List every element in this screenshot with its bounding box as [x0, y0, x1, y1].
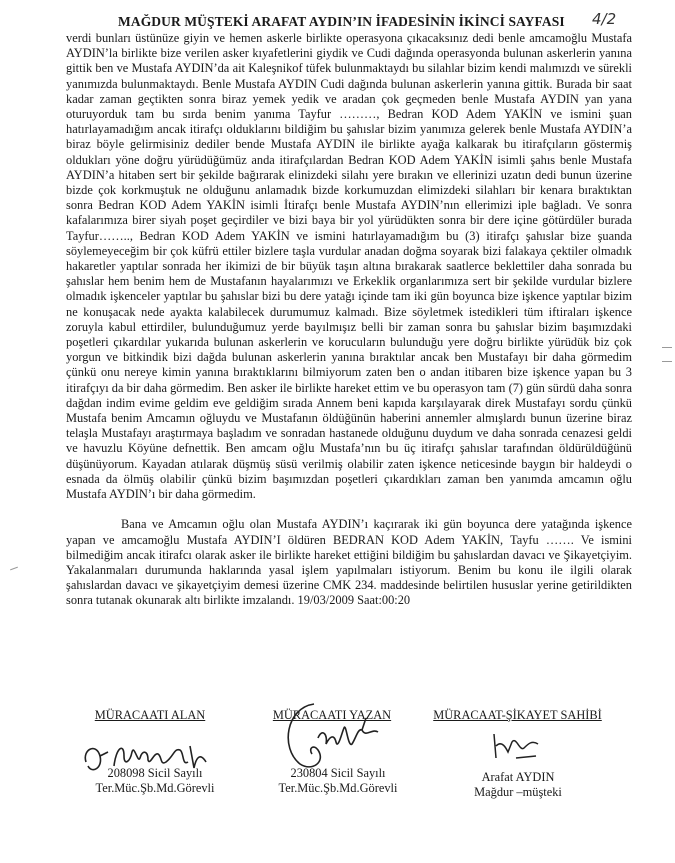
margin-mark [662, 347, 672, 348]
document-title: MAĞDUR MÜŞTEKİ ARAFAT AYDIN’IN İFADESİNİN İKİNCİ SAYFASI [118, 14, 565, 29]
signature-role: Ter.Müc.Şb.Md.Görevli [95, 781, 215, 795]
signature-role: Ter.Müc.Şb.Md.Görevli [278, 781, 398, 795]
signature-block-receiver [75, 708, 225, 723]
signature-title: MÜRACAATI YAZAN [272, 708, 392, 722]
statement-paragraph-2: Bana ve Amcamın oğlu olan Mustafa AYDIN’ı kaçırarak iki gün boyunca dere yatağında işkence yapan ve amcamoğlu Mustafa AYDIN’I öldüren BEDRAN KOD Adem YAKİN, Tayfu ……. Ve ismini bilmediğim ancak itirafcı olarak asker ile birlikte hareket ettiğini bildiğim bu şahıslardan davacı ve Şikayetçiyim. Yakalanmaları durumunda haklarında yasal işlem yapılmaları istiyorum. Benim bu konu ile ilgili olarak şahıslardan davacı ve şikayetçiyim demesi üzerine CMK 234. maddesinde belirtilen hususlar yerine getirildikten sonra tutanak okunarak altı birlikte imzalandı. 19/03/2009 Saat:00:20 [66, 517, 632, 608]
handwritten-signature-3 [488, 728, 548, 764]
signature-caption-receiver [80, 766, 230, 796]
signature-block-complainant [430, 708, 605, 723]
page-number-handwritten: 4/2 [592, 10, 617, 28]
signature-registry-number: 208098 Sicil Sayılı [107, 766, 203, 780]
margin-mark [10, 567, 18, 571]
statement-body [66, 31, 632, 609]
margin-mark [662, 361, 672, 362]
signature-caption-complainant [448, 770, 588, 800]
statement-paragraph-1: verdi bunları üstünüze giyin ve hemen askerle birlikte operasyona çıkacaksınız dedi benle amcamoğlu Mustafa AYDIN’la birlikte bize verilen asker kıyafetlerini giydik ve Cudi dağında operasyonda bulunan askerlerin yanına gittik ben ve Mustafa AYDIN’da ait Kaleşnikof tüfek bulunmaktaydı bu silahlar bizim kendi malımızdı ve sürekli yanımızda bulunmaktaydı. Benle Mustafa AYDIN Cudi dağında bulunan askerlerin yanına gittik. Burada bir saat kadar zaman geçtikten sonra biraz yemek yedik ve aradan çok geçmeden benle Mustafa AYDIN yan yana oturuyorduk tam bu sırda benim yanıma Tayfur ………, Bedran KOD Adem YAKİN ve ismini şuan hatırlayamadığım ancak itirafçı olduklarını bildiğim bu şahıslar bizim yanımıza gelerek benle Mustafa AYDIN’a biraz böyle gelirmisiniz dediler bende Mustafa AYDIN ile birlikte ayağa kalkarak bu itirafçıların göstermiş oldukları yöne doğru yürüdüğümüz anda itirafçılardan Bedran KOD Adem YAKİN isimli şahıs benle Mustafa AYDIN’a hitaben sert bir şekilde bağırarak elinizdeki silahı yere bırakın ve ellerinizi uzatın dedi bunun üzerine bizde çok korkmuştuk ne olduğunu anlamadık bizde korkumuzdan elimizdeki silahları bir kenara bıraktıktan sonra Bedran KOD Adem YAKİN isimli İtirafçı benle Mustafa AYDIN’nın ellerimizi iple bağladı. Ve sonra kafalarımıza birer siyah poşet geçirdiler ve bizi baya bir yol yürüdükten sonra bir dere içine götürdüler burada Tayfur…….., Bedran KOD Adem YAKİN ve ismini hatırlayamadığım bu (3) itirafçı şahıslar bize şuanda söylemeyeceğim bir çok küfrü ettiler bizlere taşla vurdular anadan doğma soyarak bizi falakaya çektiler olmadık hakaretler yaptılar sonrada her ikimizi de bir büyük taşın altına bırakarak saatlerce beklettiler daha sonrada bu şahıslar hem benim hem de Mustafanın hayalarımızı ve Erkeklik organlarımıza sert bir şekilde vurdular bizlere olmadık işkenceler yaptılar bu şahıslar bizi bu dere yatağı içinde tam iki gün boyunca bize işkence yaptılar bizim ne konuşacak nede ayakta kalabilecek durumumuz kalmadı. Bize söyletmek istedikleri tüm iftiraları işkence zoruyla kabul ettirdiler, bulunduğumuz yerde bayılmışız belli bir zaman sonra bu şahıslar bizim başımızdaki poşetleri çıkardılar yukarıda bulunan askerlerin ve korucuların bulunduğu yere doğru birlikte yürüdük biz çok yorgun ve bitkindik bizi dağda bulunan askerlerin yanına bıraktılar ancak ben Mustafayı bir daha görmedim çünkü onu nereye kimin yanına bıraktıklarını bilmiyorum zaten ben o andan itibaren bize işkence yapan bu 3 itirafçıyı da bir daha görmedim. Ben asker ile birlikte hareket ettim ve bu operasyon tam (7) gün sürdü daha sonra dağdan indim evime geldim eve geldiğim sırada Annem beni kapıda karşılayarak direk Mustafayı sordu çünkü Mustafa benim Amcamın oğluydu ve Mustafanın öldüğünün haberini annemler almışlardı bunun üzerine biraz telaşla Mustafayı araştırmaya başladım ve sonradan hastanede olduğunu duydum ve daha sonrada cenazesi geldi ve havuzlu Köyüne defnettik. Ben amcam oğlu Mustafa’nın bu üç itirafçı şahıslar tarafından öldürüldüğünü düşünüyorum. Kayadan atılarak düşmüş süsü verilmiş olabilir zaten işkence neticesinde baygın bir haldeydi o esnada da ölmüş olabilir çünkü bizim başımızdan poşetleri çıkardıkları zaman ben yanımda amcamın oğlu Mustafa AYDIN’ı bir daha görmedim. [66, 31, 632, 502]
signature-registry-number: 230804 Sicil Sayılı [290, 766, 386, 780]
signature-title: MÜRACAATI ALAN [94, 708, 206, 722]
complainant-name: Arafat AYDIN [481, 770, 555, 784]
complainant-role: Mağdur –müşteki [474, 785, 562, 799]
signature-caption-writer [263, 766, 413, 796]
signature-title: MÜRACAAT-ŞİKAYET SAHİBİ [433, 708, 602, 722]
